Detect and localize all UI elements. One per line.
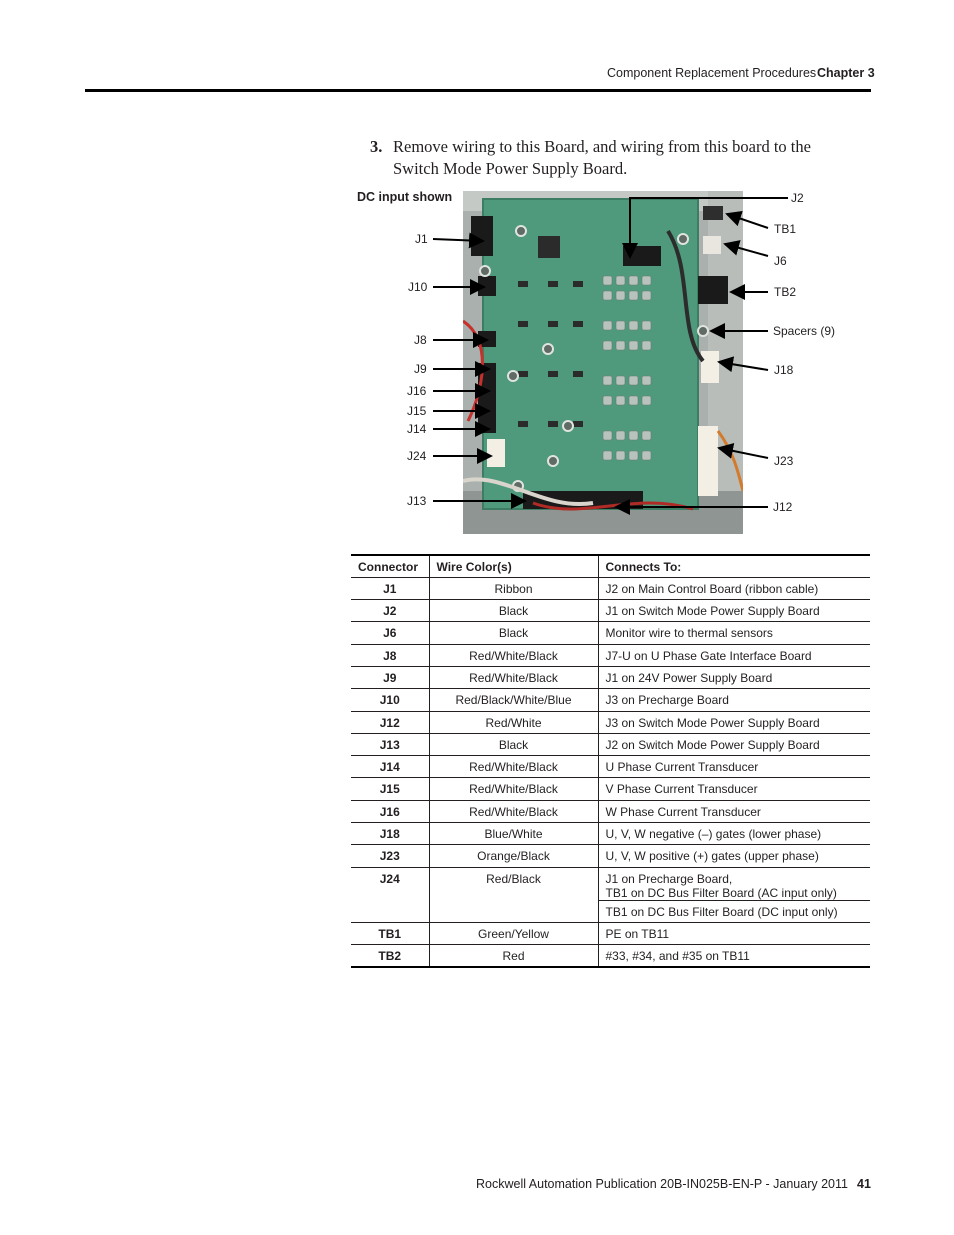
cell-connector: J16 [351,800,429,822]
cell-connects-to: U, V, W negative (–) gates (lower phase) [598,823,870,845]
cell-connects-to: PE on TB11 [598,922,870,944]
cell-connector: J2 [351,600,429,622]
header-section-title: Component Replacement Procedures [607,66,817,80]
label-j12: J12 [773,500,793,514]
cell-connector: J1 [351,577,429,599]
cell-wire-color: Red/White [429,711,598,733]
table-row [351,689,870,711]
label-j9: J9 [414,362,427,376]
header-rule [85,89,871,92]
header-chapter: Chapter 3 [817,66,875,80]
cell-connector: J9 [351,666,429,688]
table-row [351,733,870,755]
step-text: Remove wiring to this Board, and wiring from this board to the Switch Mode Power Supply Board. [393,137,811,178]
cell-connector: J24 [351,867,429,922]
cell-connects-to: U, V, W positive (+) gates (upper phase) [598,845,870,867]
label-j15: J15 [407,404,427,418]
label-j6: J6 [774,254,787,268]
cell-connector: J6 [351,622,429,644]
table-row [351,845,870,867]
table-row [351,823,870,845]
table-row [351,800,870,822]
cell-connects-to: U Phase Current Transducer [598,756,870,778]
connector-table [351,554,870,968]
table-row [351,622,870,644]
cell-wire-color: Red/White/Black [429,756,598,778]
table-row [351,922,870,944]
cell-wire-color: Red/White/Black [429,644,598,666]
cell-connector: J13 [351,733,429,755]
cell-connects-to: Monitor wire to thermal sensors [598,622,870,644]
label-j23: J23 [774,454,794,468]
cell-connects-to: J3 on Switch Mode Power Supply Board [598,711,870,733]
cell-wire-color: Orange/Black [429,845,598,867]
cell-connects-to: J3 on Precharge Board [598,689,870,711]
board-photo [463,191,743,534]
cell-connects-to: TB1 on DC Bus Filter Board (DC input only) [598,900,870,922]
table-body [351,577,870,967]
table-row [351,711,870,733]
cell-connects-to: J1 on Switch Mode Power Supply Board [598,600,870,622]
table-row [351,666,870,688]
table-row [351,600,870,622]
cell-connector: J14 [351,756,429,778]
cell-connects-to: W Phase Current Transducer [598,800,870,822]
label-tb1: TB1 [774,222,797,236]
label-j14: J14 [407,422,427,436]
footer-publication: Rockwell Automation Publication 20B-IN025B-EN-P - January 2011 [476,1177,848,1191]
label-j18: J18 [774,363,794,377]
cell-wire-color: Blue/White [429,823,598,845]
cell-connects-to-line2: TB1 on DC Bus Filter Board (AC input only) [605,885,837,900]
cell-connects-to: J2 on Switch Mode Power Supply Board [598,733,870,755]
label-j13: J13 [407,494,427,508]
cell-connects-to-line1: J1 on Precharge Board, [605,871,733,886]
label-j1: J1 [415,232,428,246]
label-j10: J10 [408,280,428,294]
table-header-row [351,555,870,577]
cell-connector: J15 [351,778,429,800]
figure-caption: DC input shown [357,190,453,204]
cell-wire-color: Ribbon [429,577,598,599]
cell-connects-to: J7-U on U Phase Gate Interface Board [598,644,870,666]
label-j24: J24 [407,449,427,463]
cell-wire-color: Red/Black/White/Blue [429,689,598,711]
cell-connector: TB1 [351,922,429,944]
label-j2: J2 [791,191,804,205]
cell-wire-color: Green/Yellow [429,922,598,944]
cell-wire-color: Red/White/Black [429,800,598,822]
cell-connector: J18 [351,823,429,845]
cell-wire-color: Red/Black [429,867,598,922]
cell-connector: J23 [351,845,429,867]
col-header-connects-to: Connects To: [598,555,870,577]
col-header-wire-color: Wire Color(s) [429,555,598,577]
label-j16: J16 [407,384,427,398]
cell-wire-color: Red/White/Black [429,778,598,800]
cell-connects-to: J2 on Main Control Board (ribbon cable) [598,577,870,599]
cell-connects-to [598,867,870,900]
cell-wire-color: Red/White/Black [429,666,598,688]
cell-connector: J8 [351,644,429,666]
table-row [351,778,870,800]
cell-wire-color: Black [429,600,598,622]
step-number: 3. [370,137,383,156]
table-row-j24 [351,867,870,900]
cell-connector: J12 [351,711,429,733]
label-tb2: TB2 [774,285,797,299]
board-illustration [463,191,743,534]
col-header-connector: Connector [351,555,429,577]
cell-wire-color: Red [429,945,598,967]
page-number: 41 [857,1177,871,1191]
table-row [351,577,870,599]
cell-connector: J10 [351,689,429,711]
label-spacers: Spacers (9) [773,324,836,338]
cell-wire-color: Black [429,622,598,644]
cell-connects-to: V Phase Current Transducer [598,778,870,800]
cell-connector: TB2 [351,945,429,967]
cell-connects-to: #33, #34, and #35 on TB11 [598,945,870,967]
table-row [351,945,870,967]
table-row [351,756,870,778]
table-row [351,644,870,666]
label-j8: J8 [414,333,427,347]
cell-connects-to: J1 on 24V Power Supply Board [598,666,870,688]
cell-wire-color: Black [429,733,598,755]
